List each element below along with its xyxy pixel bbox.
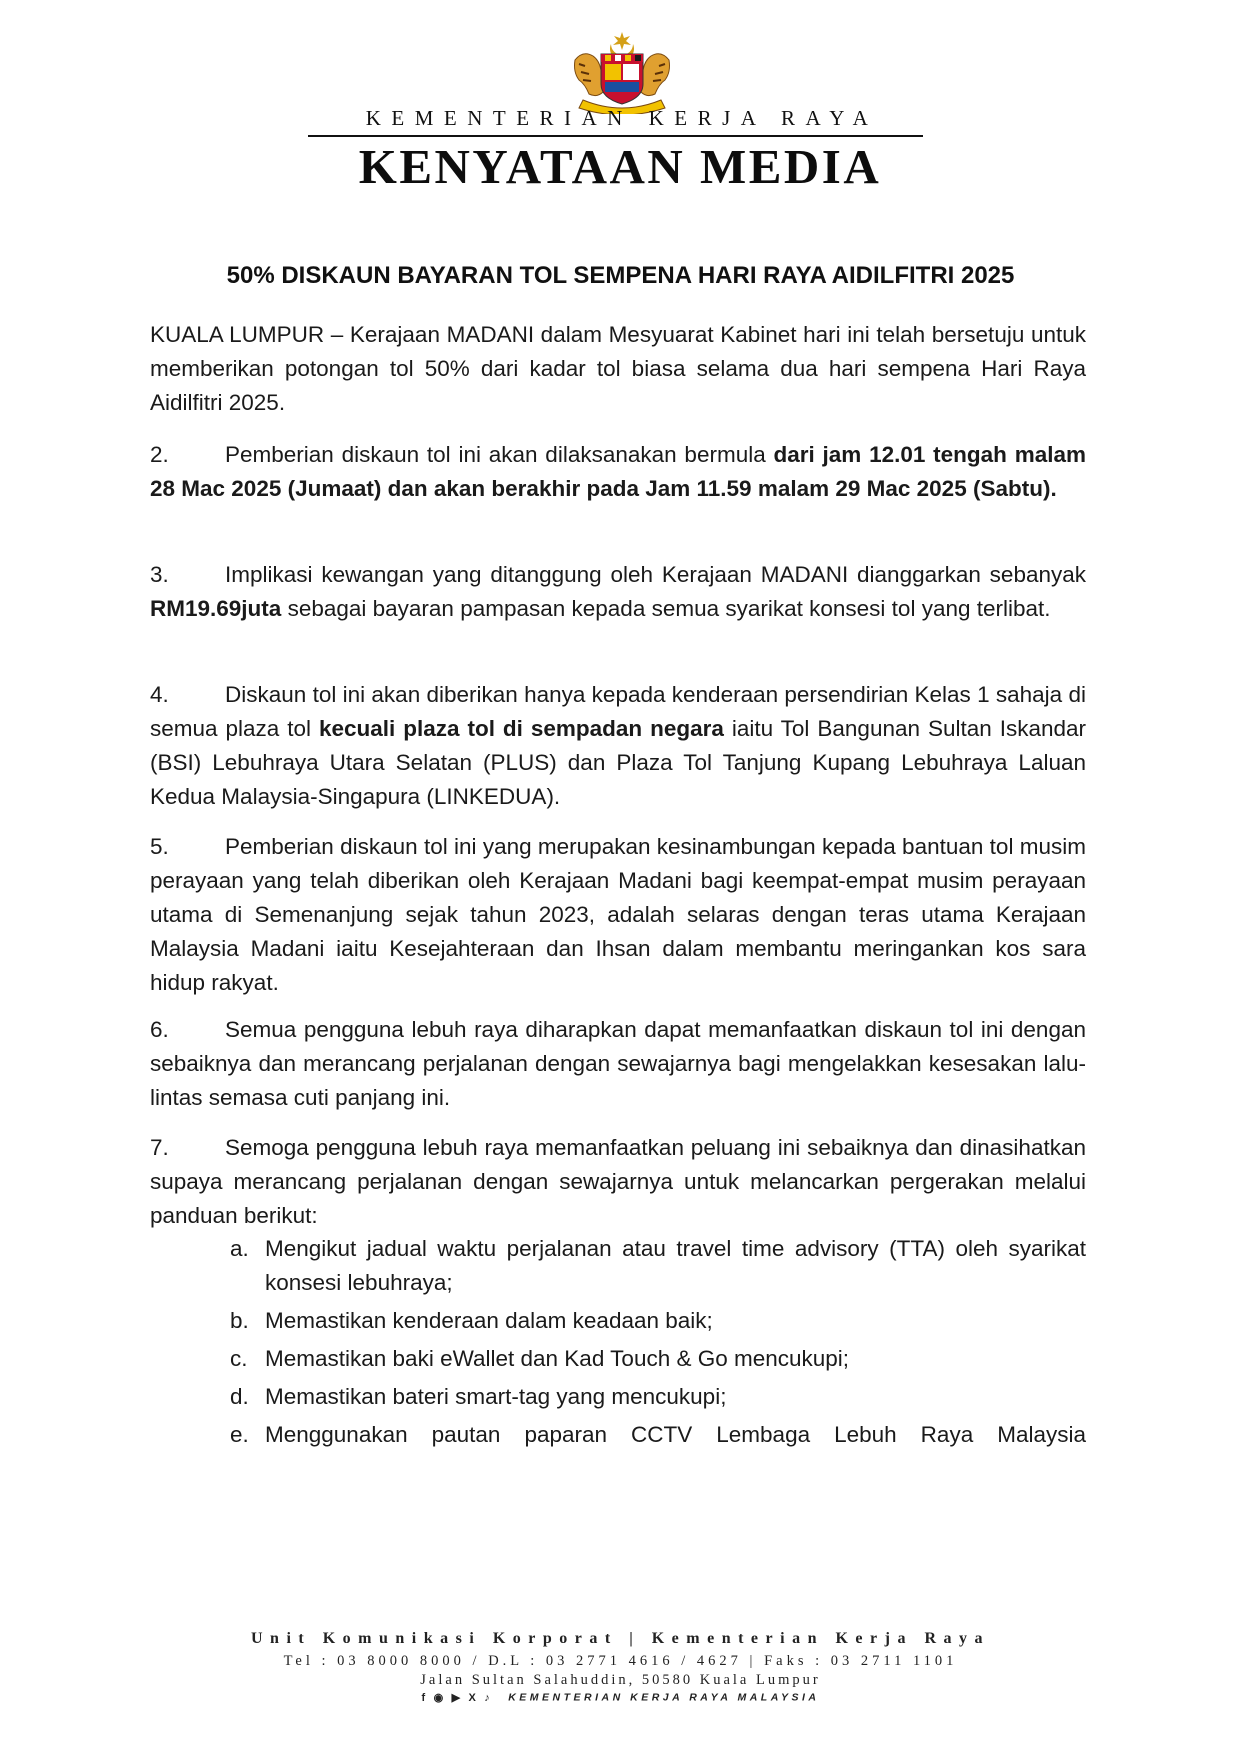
list-item-text: Menggunakan pautan paparan CCTV Lembaga Lebuh Raya Malaysia	[265, 1422, 1086, 1447]
youtube-icon[interactable]: ▶	[451, 1692, 461, 1704]
paragraph-number: 2.	[150, 442, 169, 467]
list-item	[230, 1418, 1086, 1452]
paragraph-7	[150, 1131, 1086, 1233]
list-item-letter: d.	[230, 1384, 249, 1409]
footer-contact: Tel : 03 8000 8000 / D.L : 03 2771 4616 / 4627 | Faks : 03 2711 1101	[283, 1653, 958, 1669]
press-release-title: 50% DISKAUN BAYARAN TOL SEMPENA HARI RAYA AIDILFITRI 2025	[226, 262, 1015, 289]
footer-address: Jalan Sultan Salahuddin, 50580 Kuala Lumpur	[420, 1672, 821, 1688]
paragraph-text: Pemberian diskaun tol ini akan dilaksanakan bermula	[225, 442, 774, 467]
paragraph-number: 6.	[150, 1017, 169, 1042]
paragraph-2	[150, 438, 1086, 506]
paragraph-text: Semoga pengguna lebuh raya memanfaatkan peluang ini sebaiknya dan dinasihatkan supaya merancang perjalanan dengan sewajarnya untuk melancarkan pergerakan melalui panduan berikut:	[150, 1135, 1086, 1228]
social-icons	[421, 1691, 491, 1704]
paragraph-bold-text: dari jam 12.01 tengah malam 28 Mac 2025 (Jumaat) dan akan berakhir pada Jam 11.59 malam 29 Mac 2025 (Sabtu).	[150, 442, 1086, 501]
list-item	[230, 1232, 1086, 1300]
document-type-heading: KENYATAAN MEDIA	[358, 139, 882, 194]
paragraph-text: Semua pengguna lebuh raya diharapkan dapat memanfaatkan diskaun tol ini dengan sebaiknya dan merancang perjalanan dengan sewajarnya bagi mengelakkan kesesakan lalu-lintas semasa cuti panjang ini.	[150, 1017, 1086, 1110]
paragraph-intro	[150, 318, 1086, 420]
footer-social-label: KEMENTERIAN KERJA RAYA MALAYSIA	[508, 1691, 820, 1704]
list-item-text: Memastikan bateri smart-tag yang mencukupi;	[265, 1384, 727, 1409]
list-item-text: Memastikan kenderaan dalam keadaan baik;	[265, 1308, 713, 1333]
paragraph-4	[150, 678, 1086, 814]
tiktok-icon[interactable]: ♪	[484, 1692, 490, 1704]
paragraph-text: iaitu Tol Bangunan Sultan Iskandar (BSI) Lebuhraya Utara Selatan (PLUS) dan Plaza Tol Tanjung Kupang Lebuhraya Laluan Kedua Malaysia-Singapura (LINKEDUA).	[150, 716, 1087, 809]
paragraph-5	[150, 830, 1086, 1000]
list-item-text: Memastikan baki eWallet dan Kad Touch & Go mencukupi;	[265, 1346, 850, 1371]
x-icon[interactable]: X	[468, 1692, 476, 1704]
list-item	[230, 1304, 1086, 1338]
paragraph-bold-text: RM19.69juta	[150, 596, 282, 621]
list-item	[230, 1380, 1086, 1414]
paragraph-3	[150, 558, 1086, 626]
facebook-icon[interactable]: f	[421, 1692, 426, 1704]
footer-social	[100, 1691, 1141, 1704]
list-item-letter: c.	[230, 1346, 248, 1371]
coat-of-arms-icon	[565, 30, 679, 114]
list-item-letter: a.	[230, 1236, 249, 1261]
paragraph-6	[150, 1013, 1086, 1115]
paragraph-intro-text: KUALA LUMPUR – Kerajaan MADANI dalam Mesyuarat Kabinet hari ini telah bersetuju untuk memberikan potongan tol 50% dari kadar tol biasa selama dua hari sempena Hari Raya Aidilfitri 2025.	[150, 322, 1086, 415]
paragraph-number: 4.	[150, 682, 169, 707]
list-item-letter: e.	[230, 1422, 249, 1447]
header-divider	[308, 135, 923, 137]
paragraph-text: Pemberian diskaun tol ini yang merupakan kesinambungan kepada bantuan tol musim perayaan yang telah diberikan oleh Kerajaan Madani bagi keempat-empat musim perayaan utama di Semenanjung sejak tahun 2023, adalah selaras dengan teras utama Kerajaan Malaysia Madani iaitu Kesejahteraan dan Ihsan dalam membantu meringankan kos sara hidup rakyat.	[150, 834, 1086, 995]
paragraph-text: Diskaun tol ini akan diberikan hanya kepada kenderaan persendirian Kelas 1 sahaja di semua plaza tol	[150, 682, 1086, 741]
paragraph-number: 7.	[150, 1135, 169, 1160]
paragraph-text: sebagai bayaran pampasan kepada semua syarikat konsesi tol yang terlibat.	[281, 596, 1051, 621]
paragraph-text: Implikasi kewangan yang ditanggung oleh Kerajaan MADANI dianggarkan sebanyak	[225, 562, 1086, 587]
list-item	[230, 1342, 1086, 1376]
ministry-name: KEMENTERIAN KERJA RAYA	[365, 106, 879, 130]
guidance-list	[230, 1232, 1086, 1456]
paragraph-bold-text: kecuali plaza tol di sempadan negara	[318, 716, 724, 741]
list-item-letter: b.	[230, 1308, 249, 1333]
footer-unit: Unit Komunikasi Korporat | Kementerian Kerja Raya	[251, 1630, 990, 1647]
list-item-text: Mengikut jadual waktu perjalanan atau travel time advisory (TTA) oleh syarikat konsesi lebuhraya;	[265, 1236, 1086, 1295]
instagram-icon[interactable]: ◉	[433, 1692, 444, 1704]
paragraph-number: 3.	[150, 562, 169, 587]
paragraph-number: 5.	[150, 834, 169, 859]
